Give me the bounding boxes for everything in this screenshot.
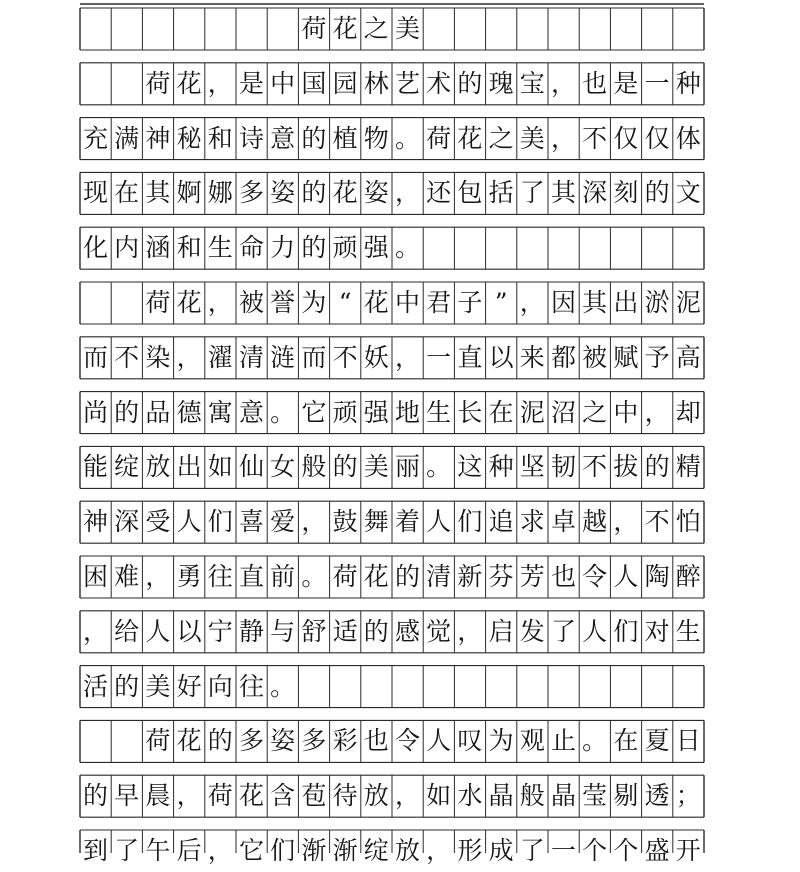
essay-char: 子 <box>457 288 483 317</box>
essay-char: 人 <box>426 726 452 756</box>
essay-char: 卓 <box>550 507 576 537</box>
essay-char: 令 <box>582 562 608 591</box>
essay-char: 往 <box>207 562 233 591</box>
essay-char: 以 <box>488 342 514 372</box>
essay-char: 花 <box>176 68 202 98</box>
essay-char: 国 <box>301 68 327 98</box>
essay-char: 花 <box>176 288 202 317</box>
essay-char: 和 <box>176 233 202 263</box>
essay-char: 为 <box>301 288 327 317</box>
essay-char: 。 <box>394 233 420 263</box>
essay-char: 还 <box>426 178 452 208</box>
essay-char: 。 <box>582 726 608 756</box>
essay-char: 这 <box>457 452 483 482</box>
essay-char: 待 <box>332 781 358 811</box>
essay-char: 顽 <box>332 233 358 263</box>
essay-char: ， <box>644 397 670 427</box>
essay-char: 仙 <box>238 452 264 482</box>
essay-char: 括 <box>488 178 514 208</box>
essay-char: 力 <box>270 233 296 263</box>
essay-char: 觉 <box>426 616 452 646</box>
essay-char: 现 <box>82 178 108 208</box>
essay-char: 成 <box>488 836 514 865</box>
essay-char: 人 <box>582 616 608 646</box>
essay-char: 姿 <box>363 178 389 208</box>
essay-char: 。 <box>270 397 296 427</box>
essay-char: 生 <box>207 233 233 263</box>
essay-char: 剔 <box>613 781 639 811</box>
essay-char: ， <box>207 836 233 865</box>
essay-char: 直 <box>238 562 264 591</box>
essay-char: 花 <box>176 726 202 756</box>
essay-char: 赋 <box>613 342 639 372</box>
essay-char: 向 <box>207 671 233 701</box>
essay-char: 鼓 <box>332 507 358 537</box>
essay-char: 神 <box>82 507 108 537</box>
essay-char: 受 <box>145 507 171 537</box>
essay-char: 寓 <box>207 397 233 427</box>
essay-char: 美 <box>519 123 545 153</box>
essay-char: 美 <box>363 452 389 482</box>
essay-char: 而 <box>301 342 327 372</box>
essay-char: 爱 <box>270 507 296 537</box>
essay-char: 盛 <box>644 836 670 865</box>
essay-char: 追 <box>488 507 514 537</box>
essay-char: 水 <box>457 781 483 811</box>
essay-char: 放 <box>363 781 389 811</box>
essay-char: 宝 <box>519 68 545 98</box>
essay-char: 被 <box>238 288 264 317</box>
essay-char: 们 <box>613 616 639 646</box>
essay-char: 能 <box>82 452 108 482</box>
essay-char: 的 <box>363 616 389 646</box>
essay-char: 们 <box>457 507 483 537</box>
essay-char: 开 <box>675 836 701 865</box>
essay-char: 它 <box>301 397 327 427</box>
essay-char: 早 <box>114 781 140 811</box>
essay-char: 意 <box>238 397 264 427</box>
essay-char: 中 <box>270 68 296 98</box>
essay-char: 出 <box>613 288 639 317</box>
essay-char: 地 <box>394 397 420 427</box>
essay-char: 的 <box>644 452 670 482</box>
essay-char: 之 <box>582 397 608 427</box>
essay-char: 园 <box>332 68 358 98</box>
essay-char: 个 <box>613 836 639 865</box>
essay-char: 艺 <box>394 68 420 98</box>
essay-char: ， <box>301 507 327 537</box>
essay-char: 化 <box>82 233 108 263</box>
essay-char: 君 <box>426 288 452 317</box>
essay-char: 观 <box>519 726 545 756</box>
essay-char: 绽 <box>114 452 140 482</box>
title-char: 美 <box>394 14 420 43</box>
essay-char: 的 <box>114 671 140 701</box>
essay-char: 止 <box>550 726 576 756</box>
title-char: 之 <box>363 14 389 43</box>
essay-char: 的 <box>644 178 670 208</box>
essay-char: 适 <box>332 616 358 646</box>
essay-char: 强 <box>363 397 389 427</box>
essay-char: 和 <box>207 123 233 153</box>
essay-char: ， <box>394 342 420 372</box>
essay-char: 对 <box>644 616 670 646</box>
essay-char: 越 <box>582 507 608 537</box>
essay-char: 尚 <box>82 397 108 427</box>
essay-char: 叹 <box>457 726 483 756</box>
essay-char: 喜 <box>238 507 264 537</box>
essay-char: 也 <box>550 562 576 591</box>
essay-char: ， <box>550 123 576 153</box>
essay-char: 莹 <box>582 781 608 811</box>
essay-char: 与 <box>270 616 296 646</box>
essay-char: 荷 <box>426 123 452 153</box>
essay-char: 勇 <box>176 562 202 591</box>
essay-char: 都 <box>550 342 576 372</box>
essay-char: 仅 <box>613 123 639 153</box>
essay-char: 诗 <box>238 123 264 153</box>
essay-char: 花 <box>332 178 358 208</box>
essay-char: 着 <box>394 507 420 537</box>
essay-char: 种 <box>675 68 701 98</box>
essay-char: 如 <box>426 781 452 811</box>
essay-char: ， <box>207 68 233 98</box>
essay-char: 怕 <box>675 507 701 537</box>
essay-char: 德 <box>176 397 202 427</box>
essay-char: 宁 <box>207 616 233 646</box>
essay-char: ， <box>394 781 420 811</box>
essay-char: 晶 <box>550 781 576 811</box>
essay-char: 之 <box>488 123 514 153</box>
essay-char: 中 <box>394 288 420 317</box>
essay-char: 它 <box>238 836 264 865</box>
essay-char: 荷 <box>145 726 171 756</box>
essay-char: ， <box>519 288 545 317</box>
essay-char: 在 <box>613 726 639 756</box>
essay-char: 们 <box>270 836 296 865</box>
essay-char: 们 <box>207 507 233 537</box>
essay-char: 令 <box>394 726 420 756</box>
essay-char: 却 <box>675 397 701 427</box>
essay-char: 荷 <box>332 562 358 591</box>
essay-char: 的 <box>301 233 327 263</box>
essay-char: 求 <box>519 507 545 537</box>
essay-char: 往 <box>238 671 264 701</box>
essay-char: 的 <box>207 726 233 756</box>
essay-char: 含 <box>270 781 296 811</box>
essay-char: 了 <box>519 836 545 865</box>
essay-char: 姿 <box>270 726 296 756</box>
essay-char: 姿 <box>270 178 296 208</box>
essay-char: 了 <box>114 836 140 865</box>
essay-char: 品 <box>145 397 171 427</box>
essay-char: 美 <box>145 671 171 701</box>
essay-char: 坚 <box>519 452 545 482</box>
essay-char: 的 <box>301 178 327 208</box>
essay-char: 文 <box>675 178 701 208</box>
essay-char: 直 <box>457 342 483 372</box>
essay-char: 的 <box>114 397 140 427</box>
essay-char: 人 <box>145 616 171 646</box>
essay-char: ， <box>457 616 483 646</box>
essay-char: 来 <box>519 342 545 372</box>
essay-char: 多 <box>301 726 327 756</box>
essay-char: 一 <box>550 836 576 865</box>
essay-char: 不 <box>582 452 608 482</box>
essay-char: 醉 <box>675 562 701 591</box>
essay-char: ” <box>494 288 508 317</box>
essay-char: 。 <box>426 452 452 482</box>
essay-char: 苞 <box>301 781 327 811</box>
essay-char: 的 <box>332 452 358 482</box>
essay-char: 顽 <box>332 397 358 427</box>
essay-char: 物 <box>363 123 389 153</box>
essay-char: 不 <box>114 342 140 372</box>
essay-char: 好 <box>176 671 202 701</box>
essay-char: 绽 <box>363 836 389 865</box>
essay-char: 芬 <box>488 562 514 591</box>
essay-char: ， <box>176 342 202 372</box>
essay-char: 形 <box>457 836 483 865</box>
essay-char: 生 <box>675 616 701 646</box>
essay-char: 荷 <box>145 68 171 98</box>
essay-char: 体 <box>675 123 701 153</box>
essay-char: 仅 <box>644 123 670 153</box>
essay-char: ， <box>426 836 452 865</box>
essay-char: 感 <box>394 616 420 646</box>
essay-char: 娜 <box>207 178 233 208</box>
essay-char: 了 <box>519 178 545 208</box>
essay-char: 充 <box>82 123 108 153</box>
title-char: 花 <box>332 14 358 43</box>
essay-char: 长 <box>457 397 483 427</box>
essay-char: 不 <box>582 123 608 153</box>
essay-char: 包 <box>457 178 483 208</box>
essay-char: 的 <box>301 123 327 153</box>
essay-char: 予 <box>644 342 670 372</box>
essay-char: 中 <box>613 397 639 427</box>
essay-char: 花 <box>238 781 264 811</box>
essay-char: 静 <box>238 616 264 646</box>
essay-char: 个 <box>582 836 608 865</box>
essay-char: 秘 <box>176 123 202 153</box>
essay-char: 意 <box>270 123 296 153</box>
essay-char: 如 <box>207 452 233 482</box>
essay-char: 深 <box>114 507 140 537</box>
essay-char: 染 <box>145 342 171 372</box>
essay-char: ， <box>613 507 639 537</box>
essay-char: 。 <box>270 671 296 701</box>
essay-char: 深 <box>582 178 608 208</box>
essay-char: 不 <box>644 507 670 537</box>
essay-char: 沼 <box>550 397 576 427</box>
essay-char: 瑰 <box>488 68 514 98</box>
essay-char: 在 <box>114 178 140 208</box>
essay-char: 也 <box>363 726 389 756</box>
essay-char: 新 <box>457 562 483 591</box>
essay-char: 因 <box>550 288 576 317</box>
essay-char: 婀 <box>176 178 202 208</box>
essay-char: 誉 <box>270 288 296 317</box>
essay-char: 放 <box>145 452 171 482</box>
essay-char: 出 <box>176 452 202 482</box>
essay-char: 的 <box>82 781 108 811</box>
essay-char: 了 <box>550 616 576 646</box>
essay-char: 清 <box>426 562 452 591</box>
essay-char: 多 <box>238 726 264 756</box>
essay-char: 淤 <box>644 288 670 317</box>
essay-char: 其 <box>145 178 171 208</box>
essay-char: 般 <box>519 781 545 811</box>
essay-char: 花 <box>363 288 389 317</box>
title-char: 荷 <box>301 14 327 43</box>
essay-char: 人 <box>613 562 639 591</box>
essay-char: 午 <box>145 836 171 865</box>
essay-char: ， <box>394 178 420 208</box>
essay-char: 一 <box>426 342 452 372</box>
essay-char: 的 <box>457 68 483 98</box>
essay-char: 韧 <box>550 452 576 482</box>
essay-char: 濯 <box>207 342 233 372</box>
essay-char: 。 <box>394 123 420 153</box>
essay-char: 多 <box>238 178 264 208</box>
essay-char: 般 <box>301 452 327 482</box>
essay-char: 妖 <box>363 342 389 372</box>
essay-char: 在 <box>488 397 514 427</box>
essay-char: 陶 <box>644 562 670 591</box>
essay-char: 清 <box>238 342 264 372</box>
essay-char: 植 <box>332 123 358 153</box>
essay-char: 夏 <box>644 726 670 756</box>
essay-char: 难 <box>114 562 140 591</box>
essay-char: 涵 <box>145 233 171 263</box>
essay-char: 命 <box>238 233 264 263</box>
essay-char: 泥 <box>675 288 701 317</box>
essay-char: 涟 <box>270 342 296 372</box>
essay-char: 神 <box>145 123 171 153</box>
essay-char: 以 <box>176 616 202 646</box>
essay-char: 困 <box>82 562 108 591</box>
essay-char: 一 <box>644 68 670 98</box>
essay-char: 。 <box>301 562 327 591</box>
essay-char: 术 <box>426 68 452 98</box>
essay-char: 舒 <box>301 616 327 646</box>
essay-char: 日 <box>675 726 701 756</box>
essay-char: 放 <box>394 836 420 865</box>
essay-char: 荷 <box>207 781 233 811</box>
essay-char: 是 <box>238 68 264 98</box>
essay-char: 也 <box>582 68 608 98</box>
essay-char: 透 <box>644 781 670 811</box>
essay-char: 给 <box>114 616 140 646</box>
essay-char: 被 <box>582 342 608 372</box>
essay-char: 种 <box>488 452 514 482</box>
essay-char: 晶 <box>488 781 514 811</box>
essay-char: 晨 <box>145 781 171 811</box>
essay-char: 满 <box>114 123 140 153</box>
essay-char: ， <box>207 288 233 317</box>
essay-char: 发 <box>519 616 545 646</box>
essay-char: 不 <box>332 342 358 372</box>
essay-char: 渐 <box>332 836 358 865</box>
essay-char: ， <box>176 781 202 811</box>
essay-char: 精 <box>675 452 701 482</box>
essay-char: 刻 <box>613 178 639 208</box>
essay-char: 花 <box>363 562 389 591</box>
essay-char: 其 <box>550 178 576 208</box>
essay-char: 渐 <box>301 836 327 865</box>
essay-char: ； <box>675 781 701 811</box>
essay-char: 活 <box>82 671 108 701</box>
essay-char: 拔 <box>613 452 639 482</box>
essay-char: 其 <box>582 288 608 317</box>
essay-char: 的 <box>394 562 420 591</box>
essay-char: ， <box>82 616 108 646</box>
essay-char: 为 <box>488 726 514 756</box>
essay-char: 后 <box>176 836 202 865</box>
essay-char: 人 <box>426 507 452 537</box>
essay-char: ， <box>550 68 576 98</box>
essay-char: 彩 <box>332 726 358 756</box>
essay-char: 泥 <box>519 397 545 427</box>
essay-char: 女 <box>270 452 296 482</box>
essay-char: 而 <box>82 342 108 372</box>
essay-char: 生 <box>426 397 452 427</box>
essay-char: 强 <box>363 233 389 263</box>
essay-char: 舞 <box>363 507 389 537</box>
essay-char: 到 <box>82 836 108 865</box>
essay-char: 花 <box>457 123 483 153</box>
essay-char: 芳 <box>519 562 545 591</box>
essay-char: 林 <box>363 68 389 98</box>
essay-char: 高 <box>675 342 701 372</box>
essay-char: 荷 <box>145 288 171 317</box>
essay-char: ， <box>145 562 171 591</box>
essay-char: 丽 <box>394 452 420 482</box>
essay-char: 内 <box>114 233 140 263</box>
essay-char: 是 <box>613 68 639 98</box>
essay-char: “ <box>338 288 352 317</box>
essay-char: 启 <box>488 616 514 646</box>
essay-char: 人 <box>176 507 202 537</box>
essay-char: 前 <box>270 562 296 591</box>
